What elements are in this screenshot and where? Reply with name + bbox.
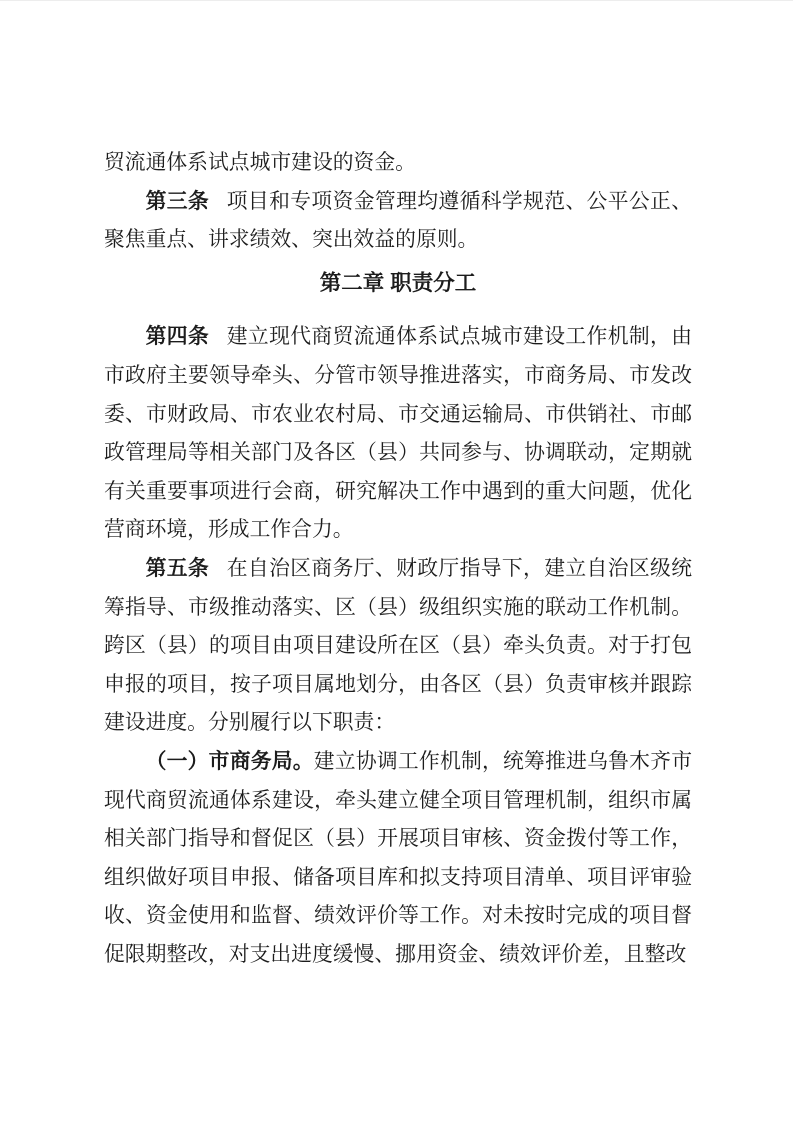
article-3-label: 第三条: [145, 189, 210, 213]
document-body: [104, 144, 692, 974]
chapter-2-heading: 第二章 职责分工: [319, 270, 477, 295]
article-4-text: 建立现代商贸流通体系试点城市建设工作机制，由市政府主要领导牵头、分管市领导推进落实，市商务局、市发改委、市财政局、市农业农村局、市交通运输局、市供销社、市邮政管理局等相关部门及各区（县）共同参与、协调联动，定期就有关重要事项进行会商，研究解决工作中遇到的重大问题，优化营商环境，形成工作合力。: [104, 325, 693, 542]
paragraph-item-1-commerce-bureau: [104, 743, 692, 975]
article-5-text: 在自治区商务厅、财政厅指导下，建立自治区级统筹指导、市级推动落实、区（县）级组织实施的联动工作机制。跨区（县）的项目由项目建设所在区（县）牵头负责。对于打包申报的项目，按子项目属地划分，由各区（县）负责审核并跟踪建设进度。分别履行以下职责：: [104, 556, 693, 735]
article-4-label: 第四条: [145, 325, 210, 349]
article-5-label: 第五条: [145, 556, 210, 580]
continuation-text: 贸流通体系试点城市建设的资金。: [104, 151, 416, 174]
paragraph-article-4: [104, 318, 692, 550]
item-1-text: 建立协调工作机制，统筹推进乌鲁木齐市现代商贸流通体系建设，牵头建立健全项目管理机制，组织市属相关部门指导和督促区（县）开展项目审核、资金拨付等工作，组织做好项目申报、储备项目库和拟支持项目清单、项目评审验收、资金使用和监督、绩效评价等工作。对未按时完成的项目督促限期整改，对支出进度缓慢、挪用资金、绩效评价差，且整改: [104, 749, 693, 966]
paragraph-article-5: [104, 550, 692, 743]
paragraph-continuation: [104, 144, 692, 183]
article-3-text: 项目和专项资金管理均遵循科学规范、公平公正、聚焦重点、讲求绩效、突出效益的原则。: [104, 189, 693, 252]
item-1-label: （一）市商务局。: [145, 749, 314, 773]
paragraph-article-3: [104, 183, 692, 260]
